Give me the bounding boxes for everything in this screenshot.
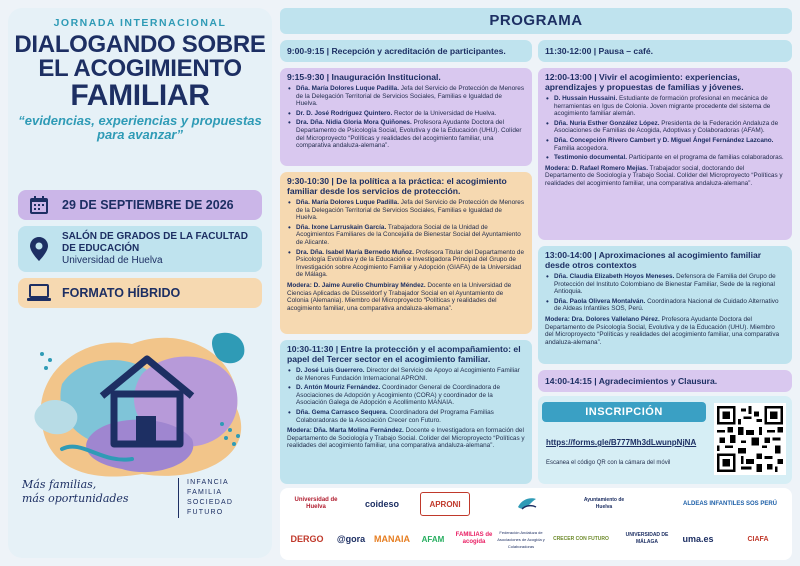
slogan-line-1: Más familias, <box>22 478 97 491</box>
event-format: FORMATO HÍBRIDO <box>62 286 181 300</box>
title-line-2: EL ACOGIMIENTO <box>38 55 242 82</box>
session-other-contexts: 13:00-14:00 | Aproximaciones al acogimiento familiar desde otros contextos • Dña. Claudia Elizabeth Hoyos Meneses. Defensora de Familia del Grupo de Protección del Instituto Colombiano de Bienestar Familiar, Sede de la regional Antioquia. • Dña. Paola Olivera Montalván. Coordinadora Nacional de Cuidado Alternativo de Aldeas Infantiles SOS, Perú. Modera: Dra. Dolores Vallelano Pérez. Profesora Ayudante Doctora del Departamento de Psicología Social, Evolutiva y de la Educación (UHU). Miembro del Microproyecto “Políticas y realidades del acogimiento familiar, una comparativa andaluza-alemana”. <box>538 246 792 364</box>
value-tag: FAMILIA <box>187 489 223 496</box>
registration-note: Escanea el código QR con la cámara del móvil <box>546 460 671 466</box>
session-time: 9:15-9:30 <box>287 72 325 82</box>
qr-code[interactable] <box>714 403 786 475</box>
calendar-icon <box>26 192 52 218</box>
title-line-3: FAMILIAR <box>70 79 210 112</box>
location-pin-icon <box>26 236 52 262</box>
session-title: Aproximaciones al acogimiento familiar desde otros contextos <box>545 250 762 270</box>
session-title: Pausa – café. <box>598 46 654 56</box>
logo-coideso: coideso <box>364 498 399 509</box>
speaker-item: • Dra. Dña. Isabel María Bernedo Muñoz. Profesora Titular del Departamento de Psicología Evolutiva y de la Educación e Investigadora Principal del Grupo de Investigación sobre Acogimiento Familiar y Adopción (GIAFA) de la Universidad de Málaga. <box>287 249 525 279</box>
logo-federacion: Federación Andaluza de Asociaciones de Acogida y Colaboradoras <box>497 529 545 549</box>
speaker-item: • D. Antón Mouriz Fernández. Coordinador General de Coordinadora de Asociaciones de Adopción y Acogimiento (CORA) y coordinador de la Asociación Galega de Adopción e Acollimento MANAIA. <box>287 384 525 407</box>
registration-title: INSCRIPCIÓN <box>542 402 706 422</box>
speaker-item: • D. José Luis Guerrero. Director del Servicio de Apoyo al Acogimiento Familiar de Menores Fundación Internacional APRONI. <box>287 367 525 382</box>
session-time: 12:00-13:00 <box>545 72 592 82</box>
session-title: Vivir el acogimiento: experiencias, aprendizajes y propuestas de familias y jóvenes. <box>545 72 744 92</box>
speaker-item: • Dña. Ixone Larruskain García. Trabajadora Social de la Unidad de Acogimientos Familiares de la Concejalía de Bienestar Social del Ayuntamiento de Alicante. <box>287 224 525 247</box>
session-third-sector: 10:30-11:30 | Entre la protección y el acompañamiento: el papel del Tercer sector en el acogimiento familiar. • D. José Luis Guerrero. Director del Servicio de Apoyo al Acogimiento Familiar de Menores Fundación Internacional APRONI. • D. Antón Mouriz Fernández. Coordinador General de Coordinadora de Asociaciones de Adopción y Acogimiento (CORA) y coordinador de la Asociación Galega de Adopción e Acollimento MANAIA. • Dña. Gema Carrasco Sequera. Coordinadora del Programa Familias Colaboradoras de la Asociación Crecer con Futuro. Modera: Dña. Marta Molina Fernández. Docente e Investigadora en formación del Departamento de Sociología y Trabajo Social. Colíder del Microproyecto “Políticas y realidades del acogimiento familiar, una comparativa andaluza-alemana”. <box>280 340 532 484</box>
speaker-item: • D. Hussain Hussaini. Estudiante de formación profesional en mecánica de herramientas en Igus de Colonia. Joven migrante procedente del sistema de acogimiento familiar alemán. <box>545 95 785 118</box>
house-illustration <box>22 314 262 484</box>
session-title: De la política a la práctica: el acogimiento familiar desde los servicios de protección. <box>287 176 507 196</box>
session-reception: 9:00-9:15 | Recepción y acreditación de participantes. <box>280 40 532 62</box>
moderator: Modera: D. Rafael Romero Mejías. Trabajador social, doctorando del Departamento de Sociología y Trabajo Social. Colíder del Microproyecto “Políticas y realidades del acogimiento familiar, una comparativa andaluza-alemana”. <box>545 164 783 187</box>
logo-ciafa: CIAFA <box>747 535 769 543</box>
logo-aproni: APRONI <box>420 492 470 516</box>
session-coffee: 11:30-12:00 | Pausa – café. <box>538 40 792 62</box>
title-line-1: DIALOGANDO SOBRE <box>14 31 266 58</box>
speaker-item: • Dña. Nuria Esther González López. Presidenta de la Federación Andaluza de Asociaciones de Familias de Acogida, Adoptivas y Colaboradoras (AFAM). <box>545 120 785 135</box>
logo-uma: UNIVERSIDAD DE MÁLAGA <box>625 532 669 545</box>
event-title <box>8 33 272 111</box>
venue-line-3: Universidad de Huelva <box>62 255 163 266</box>
speaker-item: • Dña. María Dolores Luque Padilla. Jefa del Servicio de Protección de Menores de la Delegación Territorial de Servicios Sociales, Familias e Igualdad de Huelva. <box>287 199 525 222</box>
logo-agora: @gora <box>336 533 366 544</box>
values-list <box>178 478 258 518</box>
speaker-item: • Dña. Paola Olivera Montalván. Coordinadora Nacional de Cuidado Alternativo de Aldeas Infantiles SOS, Perú. <box>545 298 785 313</box>
slogan <box>22 478 152 506</box>
session-time: 13:00-14:00 <box>545 250 592 260</box>
logo-uma-es: uma.es <box>682 533 714 544</box>
logo-crecer-futuro: CRECER CON FUTURO <box>553 535 609 542</box>
venue-line-1: SALÓN DE GRADOS DE LA FACULTAD <box>62 231 248 242</box>
logo-bird <box>512 492 542 516</box>
speaker-item: • Dña. Gema Carrasco Sequera. Coordinadora del Programa Familias Colaboradoras de la Asociación Crecer con Futuro. <box>287 409 525 424</box>
session-time: 9:00-9:15 <box>287 46 325 56</box>
moderator: Modera: D. Jaime Aurelio Chumbiray Méndez. Docente en la Universidad de Ciencias Aplicadas de Düsseldorf y Trabajador Social en el Ayuntamiento de Colonia (Alemania). Miembro del Microproyecto “Políticas y realidades del acogimiento familiar, una comparativa andaluza-alemana”. <box>287 281 512 312</box>
venue-line-2: DE EDUCACIÓN <box>62 243 140 254</box>
slogan-line-2: más oportunidades <box>22 492 129 505</box>
logo-ayto-huelva: Ayuntamiento de Huelva <box>583 497 625 510</box>
laptop-icon <box>26 280 52 306</box>
speaker-item: • Dra. Dña. Nidia Gloria Mora Quiñones. Profesora Ayudante Doctora del Departamento de Psicología Social, Evolutiva y de la Educación (UHU). Colíder del Microproyecto “Políticas y realidades del acogimiento familiar, una comparativa andaluza-alemana”. <box>287 119 525 149</box>
registration-link[interactable]: https://forms.gle/B777Mh3dLwunpNjNA <box>546 438 697 447</box>
value-tag: SOCIEDAD <box>187 499 234 506</box>
session-title: Recepción y acreditación de participantes. <box>331 46 506 56</box>
event-venue <box>62 231 248 267</box>
event-info-panel <box>8 8 272 558</box>
logo-uhu: Universidad de Huelva <box>294 497 338 510</box>
sponsor-logos <box>280 488 792 560</box>
registration-box <box>538 396 792 484</box>
session-experiences: 12:00-13:00 | Vivir el acogimiento: experiencias, aprendizajes y propuestas de familias y jóvenes. • D. Hussain Hussaini. Estudiante de formación profesional en mecánica de herramientas en Igus de Colonia. Joven migrante procedente del sistema de acogimiento familiar alemán. • Dña. Nuria Esther González López. Presidenta de la Federación Andaluza de Asociaciones de Familias de Acogida, Adoptivas y Colaboradoras (AFAM). • Dña. Concepción Rivero Cambert y D. Miguel Ángel Fernández Lazcano. Familia acogedora. • Testimonio documental. Participante en el programa de familias colaboradoras. Modera: D. Rafael Romero Mejías. Trabajador social, doctorando del Departamento de Sociología y Trabajo Social. Colíder del Microproyecto “Políticas y realidades del acogimiento familiar, una comparativa andaluza-alemana”. <box>538 68 792 240</box>
date-box <box>18 190 262 220</box>
speaker-item: • Testimonio documental. Participante en el programa de familias colaboradoras. <box>545 154 785 162</box>
moderator: Modera: Dña. Marta Molina Fernández. Docente e Investigadora en formación del Departamento de Sociología y Trabajo Social. Colíder del Microproyecto “Políticas y realidades del acogimiento familiar, una comparativa andaluza-alemana”. <box>287 427 525 450</box>
program-panel <box>280 8 792 484</box>
logo-dergo: DERGO <box>290 533 324 544</box>
session-closing: 14:00-14:15 | Agradecimientos y Clausura. <box>538 370 792 392</box>
program-title: PROGRAMA <box>280 8 792 34</box>
logo-afam: AFAM <box>421 534 445 544</box>
value-tag: INFANCIA <box>187 479 229 486</box>
moderator: Modera: Dra. Dolores Vallelano Pérez. Profesora Ayudante Doctora del Departamento de Psicología Social, Evolutiva y de la Educación (UHU). Miembro del Microproyecto “Políticas y realidades del acogimiento familiar, una comparativa andaluza-alemana”. <box>545 315 780 346</box>
format-box <box>18 278 262 308</box>
session-time: 14:00-14:15 <box>545 376 592 386</box>
speaker-item: • Dña. María Dolores Luque Padilla. Jefa del Servicio de Protección de Menores de la Delegación Territorial de Servicios Sociales, Familias e Igualdad de Huelva. <box>287 85 525 108</box>
session-inauguration: 9:15-9:30 | Inauguración Institucional. • Dña. María Dolores Luque Padilla. Jefa del Servicio de Protección de Menores de la Delegación Territorial de Servicios Sociales, Familias e Igualdad de Huelva. • Dr. D. José Rodríguez Quintero. Rector de la Universidad de Huelva. • Dra. Dña. Nidia Gloria Mora Quiñones. Profesora Ayudante Doctora del Departamento de Psicología Social, Evolutiva y de la Educación (UHU). Colíder del Microproyecto “Políticas y realidades del acogimiento familiar, una comparativa andaluza-alemana”. <box>280 68 532 166</box>
value-tag: FUTURO <box>187 509 224 516</box>
session-title: Agradecimientos y Clausura. <box>598 376 718 386</box>
session-time: 11:30-12:00 <box>545 46 592 56</box>
session-time: 9:30-10:30 <box>287 176 330 186</box>
speaker-item: • Dr. D. José Rodríguez Quintero. Rector de la Universidad de Huelva. <box>287 110 525 118</box>
event-subtitle: “evidencias, experiencias y propuestas para avanzar” <box>18 113 262 142</box>
venue-box <box>18 226 262 272</box>
logo-familias-acogida: FAMILIAS de acogida <box>455 532 493 545</box>
speaker-item: • Dña. Claudia Elizabeth Hoyos Meneses. Defensora de Familia del Grupo de Protección del Instituto Colombiano de Bienestar Familiar, Sede de la regional Antioquia. <box>545 273 785 296</box>
logo-aldeas-sos: ALDEAS INFANTILES SOS PERÚ <box>682 500 777 507</box>
session-title: Inauguración Institucional. <box>331 72 441 82</box>
logo-manaia: MANAIA <box>374 533 410 544</box>
speaker-item: • Dña. Concepción Rivero Cambert y D. Miguel Ángel Fernández Lazcano. Familia acogedora. <box>545 137 785 152</box>
session-time: 10:30-11:30 <box>287 344 334 354</box>
session-title: Entre la protección y el acompañamiento: el papel del Tercer sector en el acogimiento familiar. <box>287 344 521 364</box>
session-policy: 9:30-10:30 | De la política a la práctica: el acogimiento familiar desde los servicios de protección. • Dña. María Dolores Luque Padilla. Jefa del Servicio de Protección de Menores de la Delegación Territorial de Servicios Sociales, Familias e Igualdad de Huelva. • Dña. Ixone Larruskain García. Trabajadora Social de la Unidad de Acogimientos Familiares de la Concejalía de Bienestar Social del Ayuntamiento de Alicante. • Dra. Dña. Isabel María Bernedo Muñoz. Profesora Titular del Departamento de Psicología Evolutiva y de la Educación e Investigadora Principal del Grupo de Investigación sobre Acogimiento Familiar y Adopción (GIAFA) de la Universidad de Málaga. Modera: D. Jaime Aurelio Chumbiray Méndez. Docente en la Universidad de Ciencias Aplicadas de Düsseldorf y Trabajador Social en el Ayuntamiento de Colonia (Alemania). Miembro del Microproyecto “Políticas y realidades del acogimiento familiar, una comparativa andaluza-alemana”. <box>280 172 532 334</box>
event-kicker: JORNADA INTERNACIONAL <box>53 17 227 29</box>
event-date: 29 DE SEPTIEMBRE DE 2026 <box>62 198 234 212</box>
